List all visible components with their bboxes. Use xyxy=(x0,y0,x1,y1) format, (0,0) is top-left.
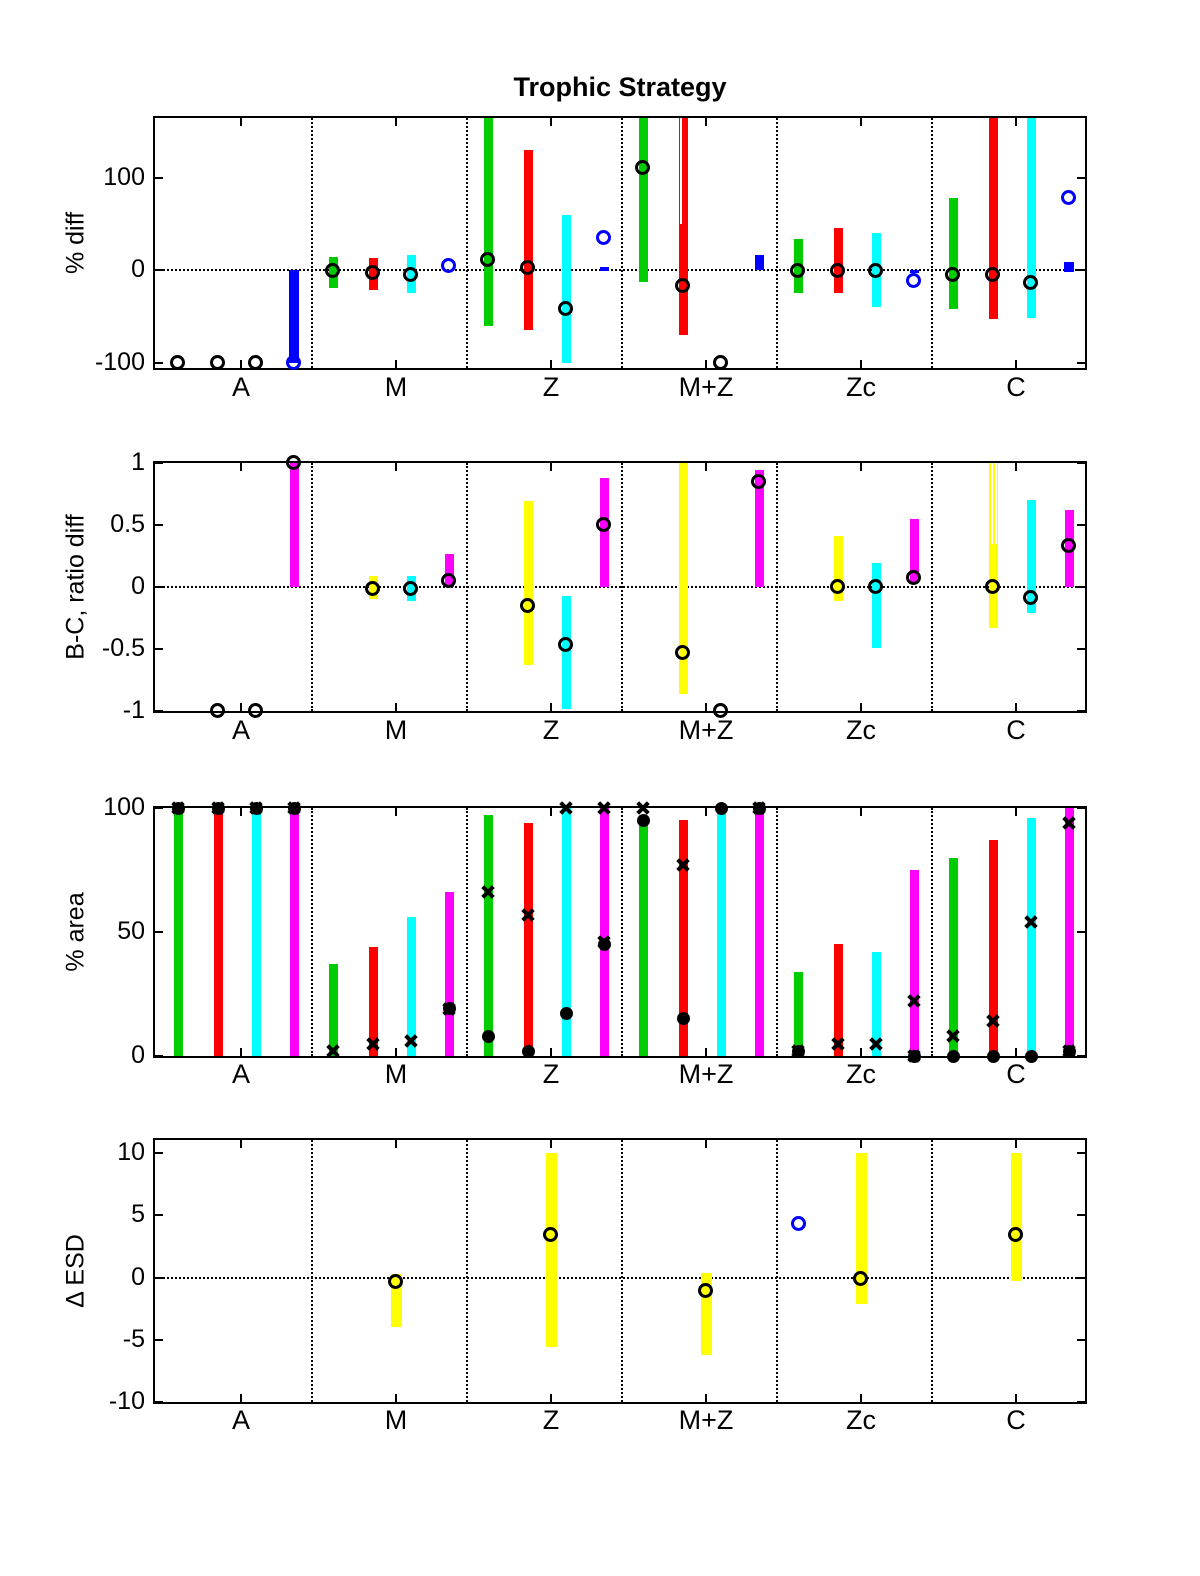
marker-circle-blue xyxy=(286,355,301,370)
y-axis-label-percent-diff: % diff xyxy=(61,211,90,275)
marker-circle xyxy=(170,355,185,370)
axis-tick xyxy=(860,463,862,471)
axis-tick xyxy=(1077,524,1085,526)
marker-x xyxy=(676,858,691,873)
marker-x xyxy=(869,1036,884,1051)
ytick-label: 5 xyxy=(131,1200,145,1229)
marker-circle xyxy=(248,355,263,370)
axis-tick xyxy=(550,808,552,816)
axis-tick xyxy=(1077,362,1085,364)
axis-frame xyxy=(153,806,1087,1058)
axis-tick xyxy=(1077,931,1085,933)
y-axis-label-percent-area: % area xyxy=(61,892,90,972)
axis-tick xyxy=(395,703,397,711)
axis-tick xyxy=(860,360,862,368)
marker-x xyxy=(249,801,264,816)
group-label-C: C xyxy=(1006,1405,1026,1435)
marker-circle-blue xyxy=(906,273,921,288)
axis-tick xyxy=(1077,710,1085,712)
axis-tick xyxy=(155,586,163,588)
marker-x xyxy=(404,1034,419,1049)
axis-tick xyxy=(860,1048,862,1056)
ytick-label: 10 xyxy=(117,1138,145,1166)
marker-circle xyxy=(286,455,301,470)
marker-circle xyxy=(751,474,766,489)
marker-circle-blue xyxy=(791,1216,806,1231)
marker-circle xyxy=(480,252,495,267)
axis-tick xyxy=(240,703,242,711)
ytick-label: 0 xyxy=(131,255,145,283)
axis-tick xyxy=(155,1152,163,1154)
axis-tick xyxy=(550,360,552,368)
marker-circle xyxy=(830,263,845,278)
axis-tick xyxy=(395,360,397,368)
axis-tick xyxy=(550,1140,552,1148)
axis-tick xyxy=(705,808,707,816)
axis-tick xyxy=(860,1394,862,1402)
axis-tick xyxy=(1015,808,1017,816)
axis-tick xyxy=(1015,118,1017,126)
axis-tick xyxy=(240,1140,242,1148)
axis-frame xyxy=(153,1138,1087,1404)
marker-circle xyxy=(558,301,573,316)
axis-tick xyxy=(240,463,242,471)
axis-tick xyxy=(705,463,707,471)
axis-tick xyxy=(550,1048,552,1056)
ytick-label: 0 xyxy=(131,1262,145,1291)
marker-circle xyxy=(210,703,225,718)
group-label-A: A xyxy=(231,1405,250,1435)
figure-title: Trophic Strategy xyxy=(513,72,727,102)
marker-circle xyxy=(675,278,690,293)
ytick-label: -0.5 xyxy=(101,634,145,662)
axis-tick xyxy=(1077,177,1085,179)
marker-x xyxy=(559,801,574,816)
marker-circle xyxy=(675,645,690,660)
marker-circle xyxy=(210,355,225,370)
marker-x xyxy=(171,801,186,816)
marker-x xyxy=(946,1029,961,1044)
axis-tick xyxy=(1077,586,1085,588)
marker-x xyxy=(481,885,496,900)
axis-tick xyxy=(155,524,163,526)
axis-tick xyxy=(155,807,163,809)
marker-dot xyxy=(482,1030,495,1043)
marker-x xyxy=(326,1044,341,1059)
axis-tick xyxy=(1077,1401,1085,1403)
marker-square-blue xyxy=(1064,262,1074,272)
axis-tick xyxy=(1077,1277,1085,1279)
marker-x xyxy=(752,801,767,816)
axis-tick xyxy=(705,1394,707,1402)
marker-x xyxy=(366,1036,381,1051)
marker-x xyxy=(1062,1044,1077,1059)
group-label-C: C xyxy=(1006,372,1026,402)
axis-tick xyxy=(155,1339,163,1341)
marker-circle xyxy=(853,1271,868,1286)
group-label-C: C xyxy=(1006,715,1026,745)
group-label-C: C xyxy=(1006,1059,1026,1089)
axis-tick xyxy=(705,1140,707,1148)
marker-x xyxy=(831,1036,846,1051)
axis-tick xyxy=(395,118,397,126)
ytick-label: -1 xyxy=(122,696,145,724)
axis-tick xyxy=(155,269,163,271)
axis-tick xyxy=(550,703,552,711)
axis-tick xyxy=(1077,1055,1085,1057)
axis-tick xyxy=(240,360,242,368)
axis-tick xyxy=(1015,1394,1017,1402)
axis-tick xyxy=(155,1277,163,1279)
axis-tick xyxy=(550,118,552,126)
y-axis-label-bc-ratio-diff: B-C, ratio diff xyxy=(61,514,90,660)
marker-circle xyxy=(325,263,340,278)
ytick-label: 1 xyxy=(131,448,145,476)
group-label-M: M xyxy=(384,1059,408,1089)
group-label-M+Z: M+Z xyxy=(678,715,734,745)
marker-circle xyxy=(1061,538,1076,553)
group-label-M+Z: M+Z xyxy=(678,1405,734,1435)
group-label-A: A xyxy=(231,715,250,745)
marker-x xyxy=(907,994,922,1009)
axis-tick xyxy=(1077,648,1085,650)
marker-circle xyxy=(596,517,611,532)
axis-tick xyxy=(395,1140,397,1148)
axis-tick xyxy=(240,118,242,126)
y-axis-label-delta-esd: Δ ESD xyxy=(61,1234,90,1308)
axis-frame xyxy=(153,461,1087,713)
ytick-label: 0 xyxy=(131,1041,145,1069)
ytick-label: -5 xyxy=(122,1324,145,1353)
axis-tick xyxy=(240,1394,242,1402)
marker-x xyxy=(521,907,536,922)
marker-circle xyxy=(365,265,380,280)
group-label-Zc: Zc xyxy=(846,372,876,402)
ytick-label: 50 xyxy=(117,917,145,945)
group-label-A: A xyxy=(231,1059,250,1089)
axis-tick xyxy=(1015,703,1017,711)
marker-x xyxy=(791,1044,806,1059)
marker-circle xyxy=(790,263,805,278)
axis-tick xyxy=(155,1055,163,1057)
axis-tick xyxy=(395,808,397,816)
axis-tick xyxy=(155,177,163,179)
ytick-label: -100 xyxy=(94,347,145,376)
axis-tick xyxy=(860,118,862,126)
marker-x xyxy=(211,801,226,816)
marker-x xyxy=(1062,815,1077,830)
marker-circle xyxy=(985,579,1000,594)
axis-tick xyxy=(860,703,862,711)
axis-tick xyxy=(240,1048,242,1056)
marker-circle xyxy=(830,579,845,594)
marker-circle xyxy=(945,267,960,282)
axis-frame xyxy=(153,116,1087,370)
marker-circle xyxy=(403,267,418,282)
marker-dot xyxy=(947,1050,960,1063)
axis-tick xyxy=(1015,463,1017,471)
group-label-Z: Z xyxy=(542,1059,560,1089)
marker-x xyxy=(442,1001,457,1016)
axis-tick xyxy=(860,1140,862,1148)
marker-circle xyxy=(868,263,883,278)
axis-tick xyxy=(240,808,242,816)
marker-circle xyxy=(520,598,535,613)
marker-dot xyxy=(677,1012,690,1025)
axis-tick xyxy=(395,463,397,471)
axis-tick xyxy=(1077,269,1085,271)
marker-x xyxy=(986,1014,1001,1029)
group-label-Zc: Zc xyxy=(846,1405,876,1435)
marker-circle xyxy=(441,573,456,588)
ytick-label: 0 xyxy=(131,572,145,600)
marker-circle xyxy=(868,579,883,594)
axis-tick xyxy=(395,1394,397,1402)
group-label-A: A xyxy=(231,372,250,402)
group-label-M: M xyxy=(384,372,408,402)
axis-tick xyxy=(1077,1152,1085,1154)
marker-circle xyxy=(248,703,263,718)
marker-x xyxy=(636,801,651,816)
group-label-Z: Z xyxy=(542,1405,560,1435)
group-label-Zc: Zc xyxy=(846,715,876,745)
axis-tick xyxy=(1015,1048,1017,1056)
marker-dot xyxy=(715,802,728,815)
marker-x xyxy=(597,934,612,949)
group-label-Z: Z xyxy=(542,372,560,402)
axis-tick xyxy=(860,808,862,816)
axis-tick xyxy=(155,931,163,933)
ytick-label: 100 xyxy=(103,162,145,191)
axis-tick xyxy=(705,703,707,711)
marker-x xyxy=(287,801,302,816)
marker-dot xyxy=(560,1007,573,1020)
axis-tick xyxy=(1077,1339,1085,1341)
marker-dot xyxy=(522,1045,535,1058)
marker-circle xyxy=(713,355,728,370)
axis-tick xyxy=(705,360,707,368)
axis-tick xyxy=(155,362,163,364)
ytick-label: 0.5 xyxy=(110,510,145,538)
group-label-M+Z: M+Z xyxy=(678,372,734,402)
axis-tick xyxy=(550,1394,552,1402)
axis-tick xyxy=(1015,1140,1017,1148)
axis-tick xyxy=(155,1401,163,1403)
group-label-M: M xyxy=(384,715,408,745)
axis-tick xyxy=(155,648,163,650)
marker-circle xyxy=(985,267,1000,282)
marker-dot xyxy=(637,814,650,827)
axis-tick xyxy=(705,118,707,126)
axis-tick xyxy=(155,710,163,712)
marker-circle-blue xyxy=(596,230,611,245)
axis-tick xyxy=(550,463,552,471)
axis-tick xyxy=(1077,807,1085,809)
marker-circle-blue xyxy=(1061,190,1076,205)
axis-tick xyxy=(1077,462,1085,464)
axis-tick xyxy=(1015,360,1017,368)
axis-tick xyxy=(705,1048,707,1056)
ytick-label: 100 xyxy=(103,793,145,821)
marker-circle xyxy=(1023,275,1038,290)
group-label-M: M xyxy=(384,1405,408,1435)
group-label-Zc: Zc xyxy=(846,1059,876,1089)
group-label-Z: Z xyxy=(542,715,560,745)
axis-tick xyxy=(155,1214,163,1216)
marker-x xyxy=(1024,915,1039,930)
ytick-label: -10 xyxy=(108,1387,145,1415)
group-label-M+Z: M+Z xyxy=(678,1059,734,1089)
marker-x xyxy=(597,801,612,816)
axis-tick xyxy=(155,462,163,464)
axis-tick xyxy=(395,1048,397,1056)
axis-tick xyxy=(1077,1214,1085,1216)
